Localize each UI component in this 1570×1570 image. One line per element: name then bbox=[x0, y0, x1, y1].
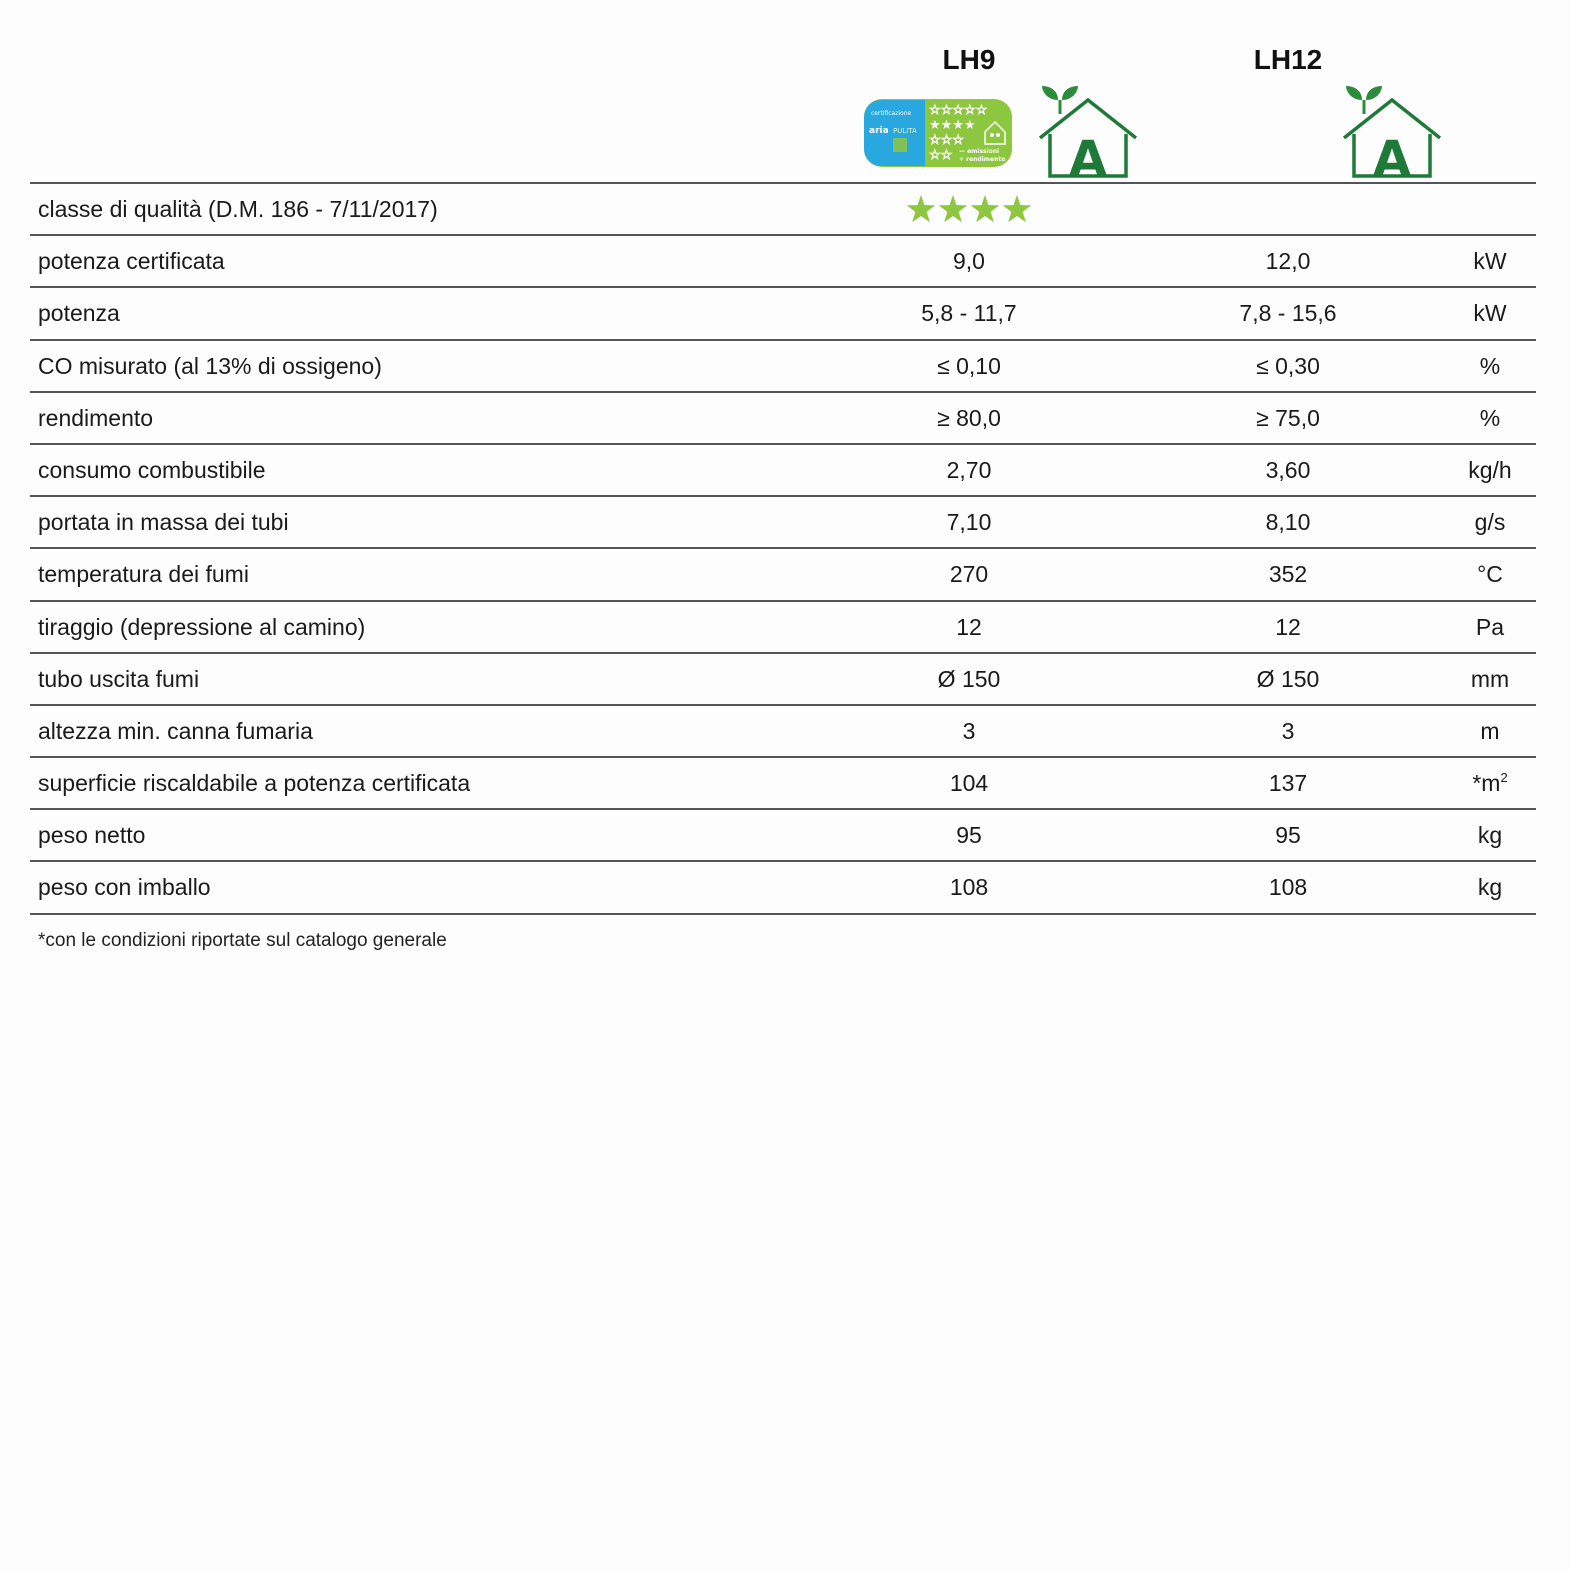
table-row bbox=[30, 758, 1536, 810]
row-value-lh9: 104 bbox=[949, 770, 989, 797]
row-unit: mm bbox=[1470, 665, 1510, 692]
row-value-lh9: 108 bbox=[949, 874, 989, 901]
table-row bbox=[30, 497, 1536, 549]
row-label: tubo uscita fumi bbox=[38, 665, 200, 692]
row-unit: kg bbox=[1477, 874, 1503, 901]
row-value-lh12: 3 bbox=[1281, 717, 1295, 744]
row-value-lh9: 2,70 bbox=[946, 456, 992, 483]
table-row bbox=[30, 341, 1536, 393]
aria-pulita-certification-logo bbox=[863, 98, 1013, 168]
row-value-lh12: 12,0 bbox=[1265, 248, 1311, 275]
star-icon bbox=[939, 195, 968, 222]
energy-class-letter: A bbox=[1372, 130, 1412, 178]
aria-cert-text: certificazione bbox=[871, 110, 912, 117]
row-label: potenza certificata bbox=[38, 248, 225, 275]
row-unit: $*m^2$ bbox=[1472, 770, 1508, 797]
row-value-lh12: 12 bbox=[1275, 613, 1301, 640]
footnote: *con le condizioni riportate sul catalogo generale bbox=[38, 930, 447, 951]
table-row bbox=[30, 810, 1536, 862]
row-value-lh9: 5,8 - 11,7 bbox=[921, 300, 1017, 327]
model-title-lh12: LH12 bbox=[1253, 44, 1323, 75]
table-row bbox=[30, 602, 1536, 654]
svg-text:☆☆: ☆☆ bbox=[929, 148, 953, 163]
row-unit: Pa bbox=[1475, 613, 1505, 640]
aria-brand2-text: PULITA bbox=[893, 127, 917, 135]
row-value-lh12: 108 bbox=[1268, 874, 1308, 901]
table-row bbox=[30, 288, 1536, 340]
table-row bbox=[30, 706, 1536, 758]
quality-row bbox=[30, 184, 1536, 236]
row-unit: g/s bbox=[1474, 509, 1506, 536]
star-rating-icons bbox=[906, 188, 1046, 228]
row-value-lh9: 9,0 bbox=[953, 248, 985, 275]
row-value-lh12: ≥ 75,0 bbox=[1256, 404, 1320, 431]
row-label: temperatura dei fumi bbox=[38, 561, 249, 588]
star-icon bbox=[971, 195, 1000, 222]
row-label: consumo combustibile bbox=[38, 456, 266, 483]
spec-table bbox=[30, 30, 1536, 915]
unit-superscript: 2 bbox=[1500, 770, 1508, 786]
row-label: portata in massa dei tubi bbox=[38, 509, 289, 536]
energy-class-letter: A bbox=[1068, 130, 1108, 178]
energy-class-a-icon bbox=[1342, 86, 1442, 178]
row-value-lh9: 270 bbox=[949, 561, 989, 588]
row-label: rendimento bbox=[38, 404, 154, 431]
row-unit: kW bbox=[1473, 248, 1507, 275]
row-value-lh9: ≤ 0,10 bbox=[937, 352, 1001, 379]
svg-text:☆☆☆: ☆☆☆ bbox=[929, 133, 964, 148]
table-row bbox=[30, 862, 1536, 914]
table-row bbox=[30, 236, 1536, 288]
star-icon bbox=[1003, 195, 1032, 222]
row-value-lh9: 95 bbox=[956, 822, 982, 849]
svg-text:☆☆☆☆☆: ☆☆☆☆☆ bbox=[929, 102, 988, 117]
row-value-lh12: 95 bbox=[1275, 822, 1301, 849]
row-unit: kg/h bbox=[1468, 456, 1512, 483]
aria-emis-text: — emissioni bbox=[959, 148, 1000, 155]
row-unit: % bbox=[1479, 352, 1501, 379]
star-icon bbox=[907, 195, 936, 222]
row-value-lh9: 12 bbox=[956, 613, 982, 640]
row-label: peso netto bbox=[38, 822, 146, 849]
row-unit: kg bbox=[1477, 822, 1503, 849]
row-label: superficie riscaldabile a potenza certificata bbox=[38, 770, 471, 797]
row-unit: m bbox=[1480, 717, 1500, 744]
energy-class-a-icon bbox=[1038, 86, 1138, 178]
row-label: altezza min. canna fumaria bbox=[38, 717, 313, 744]
aria-rend-text: + rendimento bbox=[959, 156, 1006, 163]
row-label: potenza bbox=[38, 300, 120, 327]
row-value-lh12: ≤ 0,30 bbox=[1256, 352, 1320, 379]
row-value-lh12: 352 bbox=[1268, 561, 1308, 588]
row-value-lh9: 3 bbox=[962, 717, 976, 744]
row-label: tiraggio (depressione al camino) bbox=[38, 613, 366, 640]
quality-label: classe di qualità (D.M. 186 - 7/11/2017) bbox=[38, 196, 438, 222]
svg-text:★★★★: ★★★★ bbox=[929, 118, 976, 133]
row-label: CO misurato (al 13% di ossigeno) bbox=[38, 352, 382, 379]
model-title-lh9: LH9 bbox=[942, 44, 996, 75]
row-unit: % bbox=[1479, 404, 1501, 431]
row-label: peso con imballo bbox=[38, 874, 211, 901]
row-value-lh12: Ø 150 bbox=[1256, 665, 1320, 692]
aria-brand-text: aria bbox=[869, 126, 889, 136]
table-row bbox=[30, 393, 1536, 445]
quality-stars bbox=[906, 188, 1046, 228]
row-value-lh9: ≥ 80,0 bbox=[937, 404, 1001, 431]
table-row bbox=[30, 445, 1536, 497]
table-row bbox=[30, 549, 1536, 601]
row-unit: °C bbox=[1477, 561, 1503, 588]
row-value-lh12: 137 bbox=[1268, 770, 1308, 797]
row-value-lh9: 7,10 bbox=[946, 509, 992, 536]
row-unit: kW bbox=[1473, 300, 1507, 327]
row-value-lh9: Ø 150 bbox=[937, 665, 1001, 692]
table-row bbox=[30, 654, 1536, 706]
row-value-lh12: 3,60 bbox=[1265, 456, 1311, 483]
row-value-lh12: 8,10 bbox=[1265, 509, 1311, 536]
row-value-lh12: 7,8 - 15,6 bbox=[1239, 300, 1337, 327]
spec-rows bbox=[30, 236, 1536, 914]
table-header bbox=[30, 30, 1536, 184]
